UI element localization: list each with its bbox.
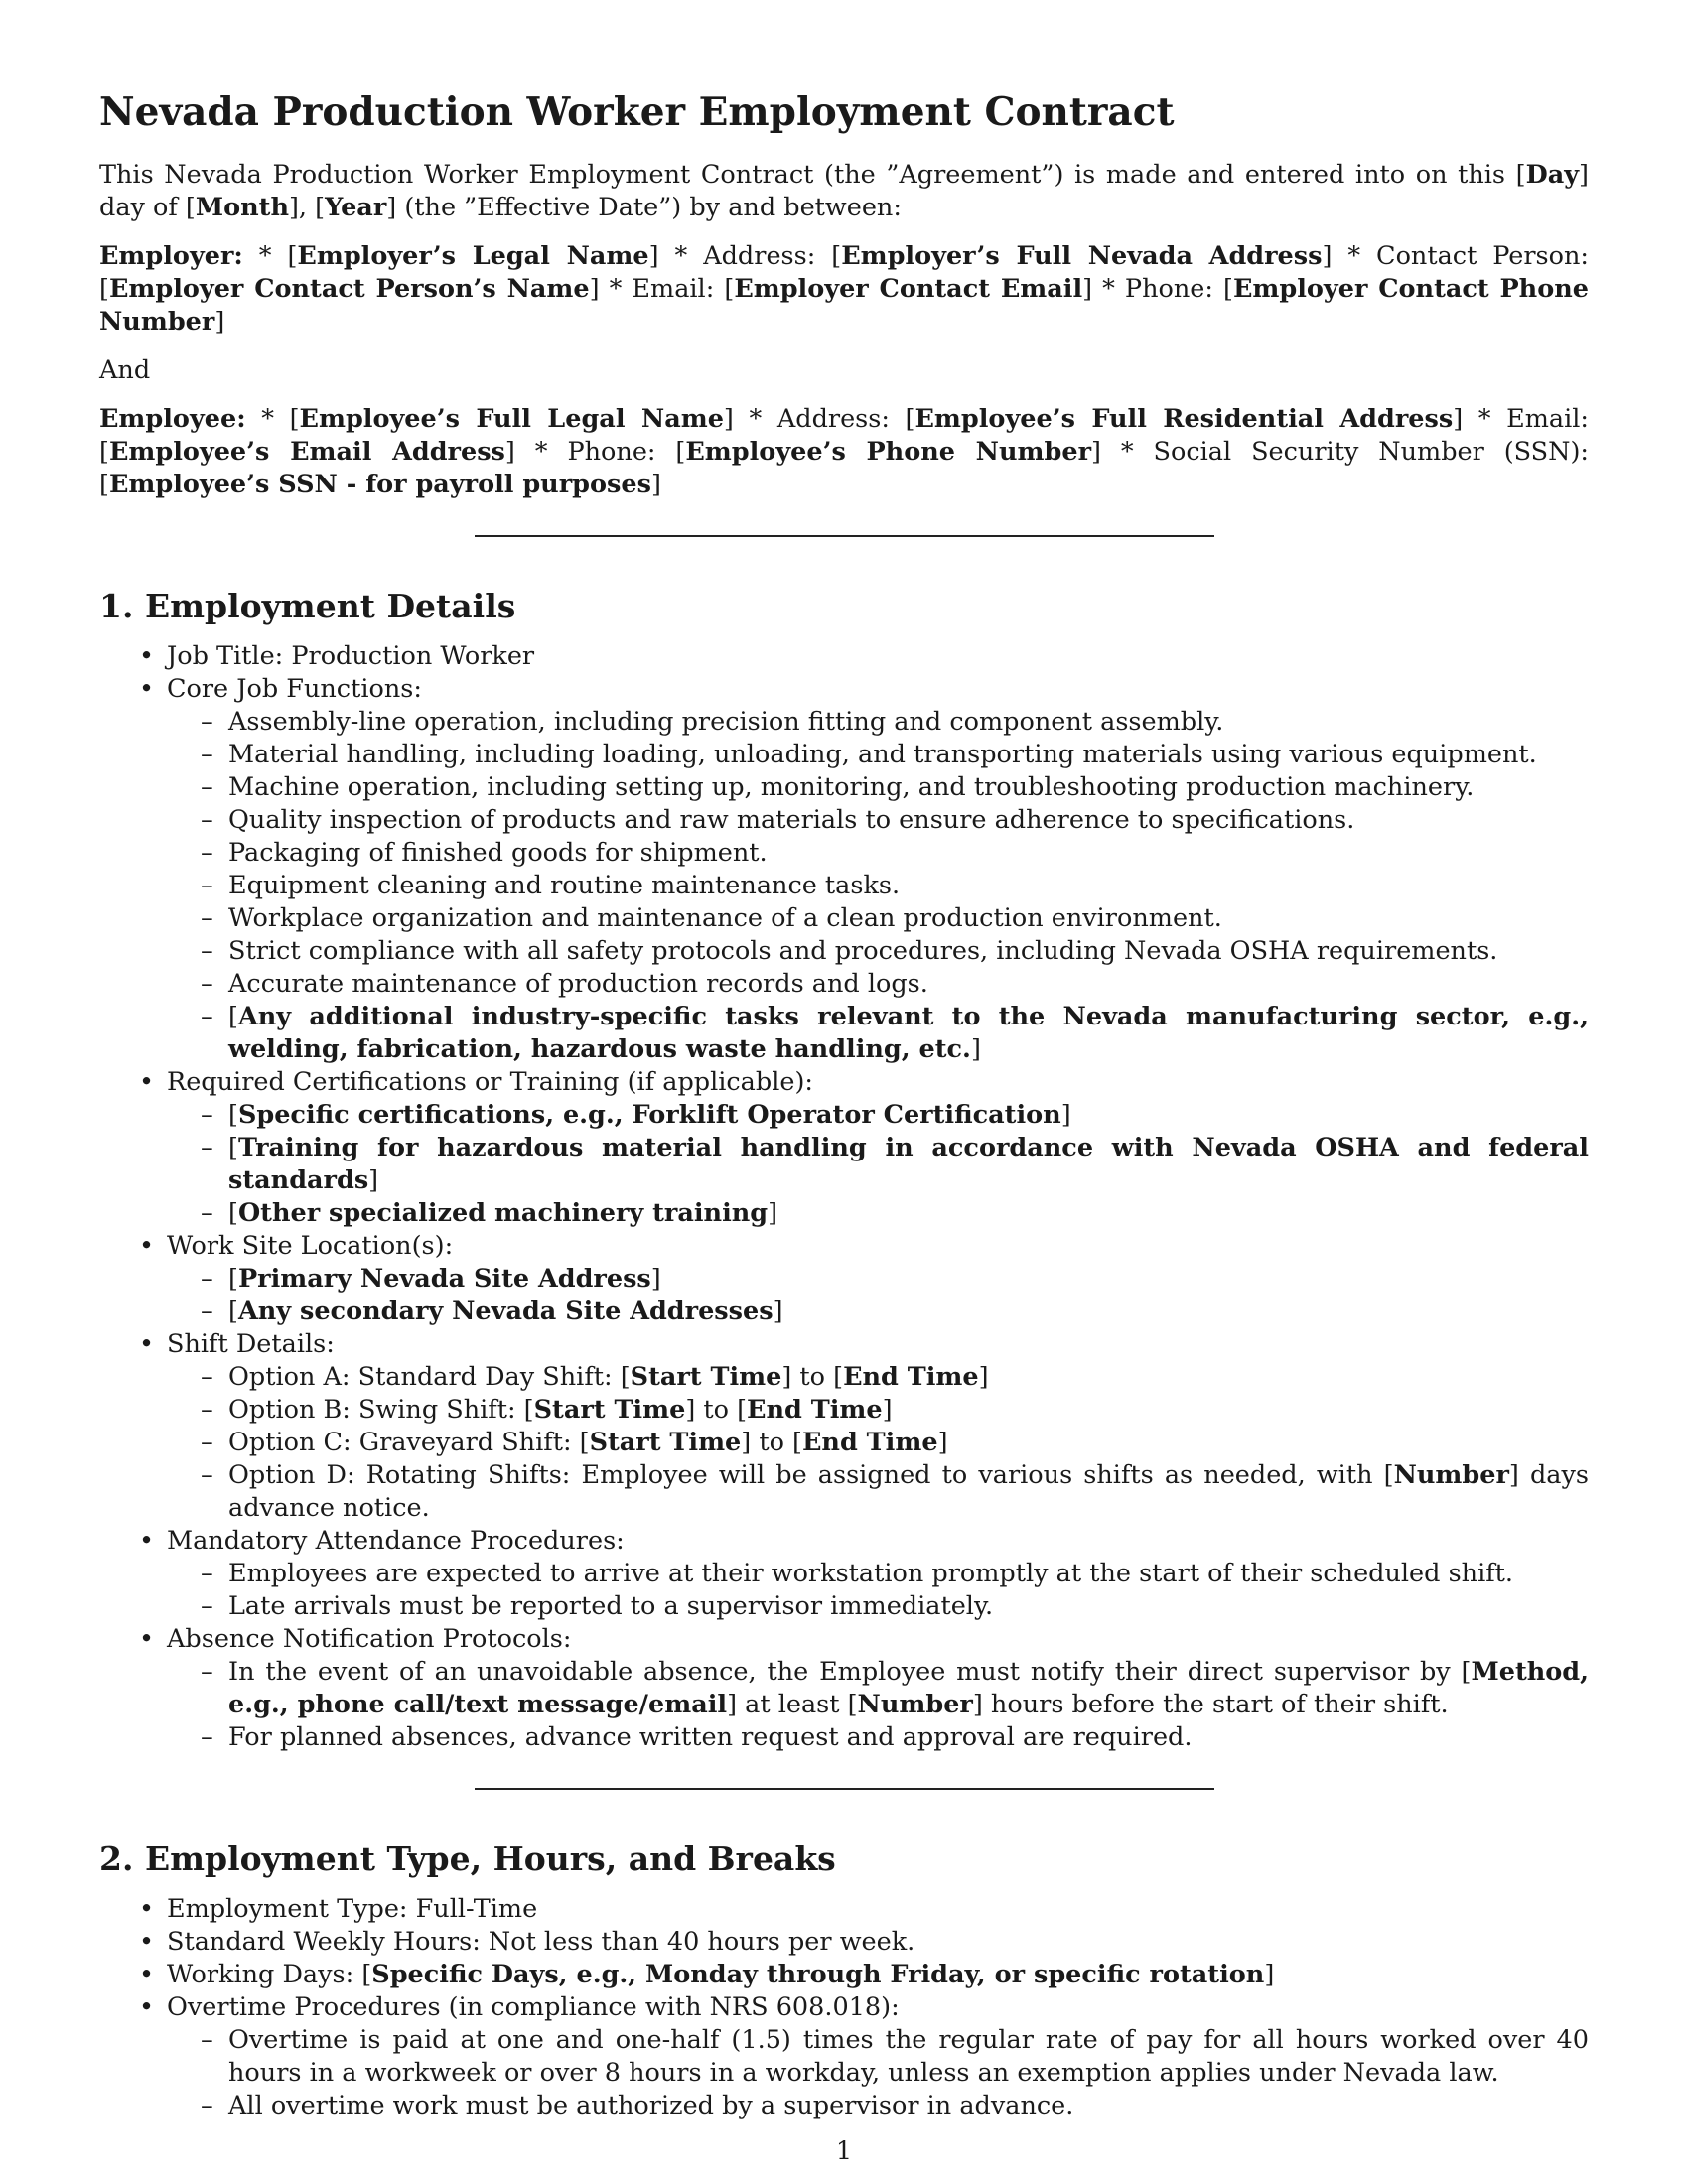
year-placeholder: Year — [325, 193, 387, 222]
list-item: • Required Certifications or Training (if applicable): – [Specific certifications, e.g., Forklift Operator Certification] – [Training for hazardous material handling in accordance with Nevada OSHA and federal standards] – [Other specialized machinery training] — [99, 1066, 1589, 1230]
list-item: – [Training for hazardous material handling in accordance with Nevada OSHA and federal standards] — [167, 1132, 1589, 1197]
list-item: – Late arrivals must be reported to a supervisor immediately. — [167, 1590, 1589, 1623]
list-item: • Working Days: [Specific Days, e.g., Monday through Friday, or specific rotation] — [99, 1959, 1589, 1991]
list-item: • Mandatory Attendance Procedures: – Employees are expected to arrive at their workstation promptly at the start of their scheduled shift. – Late arrivals must be reported to a supervisor immediately. — [99, 1525, 1589, 1623]
list-item: – Overtime is paid at one and one-half (1.5) times the regular rate of pay for all hours worked over 40 hours in a workweek or over 8 hours in a workday, unless an exemption applies under Nevada law. — [167, 2024, 1589, 2090]
list-item: – Quality inspection of products and raw materials to ensure adherence to specifications. — [167, 804, 1589, 837]
document-title: Nevada Production Worker Employment Contract — [99, 89, 1175, 135]
list-item: – In the event of an unavoidable absence, the Employee must notify their direct supervisor by [Method, e.g., phone call/text message/email] at least [Number] hours before the start of their shift. — [167, 1656, 1589, 1721]
section-1-heading: 1. Employment Details — [99, 587, 516, 625]
list-item: • Core Job Functions: – Assembly-line operation, including precision fitting and component assembly. – Material handling, including loading, unloading, and transporting materials using various equipment. – Machine operation, including setting up, monitoring, and troubleshooting production machinery. – Quality inspection of products and raw materials to ensure adherence to specifications. – Packaging of finished goods for shipment. – Equipment cleaning and routine maintenance tasks. – Workplace organization and maintenance of a clean production environment. – Strict compliance with all safety protocols and procedures, including Nevada OSHA requirements. – Accurate maintenance of production records and logs. – [Any additional industry-specific tasks relevant to the Nevada manufacturing sector, e.g., welding, fabrication, hazardous waste handling, etc.] — [99, 673, 1589, 1066]
month-placeholder: Month — [195, 193, 289, 222]
list-item: – Option D: Rotating Shifts: Employee will be assigned to various shifts as needed, with [Number] days advance notice. — [167, 1459, 1589, 1525]
list-item: – Employees are expected to arrive at their workstation promptly at the start of their scheduled shift. — [167, 1558, 1589, 1590]
list-item: – All overtime work must be authorized by a supervisor in advance. — [167, 2090, 1589, 2122]
list-item: – Workplace organization and maintenance of a clean production environment. — [167, 902, 1589, 935]
list-item: – Option B: Swing Shift: [Start Time] to [End Time] — [167, 1394, 1589, 1427]
overtime-list — [167, 2024, 1589, 2122]
locations-list — [167, 1263, 1589, 1328]
list-item: – [Any secondary Nevada Site Addresses] — [167, 1296, 1589, 1328]
list-item: – Assembly-line operation, including precision fitting and component assembly. — [167, 706, 1589, 739]
document-page — [99, 87, 1589, 2122]
list-item: – [Primary Nevada Site Address] — [167, 1263, 1589, 1296]
employee-label: Employee: — [99, 404, 246, 434]
employment-type-list — [99, 1893, 1589, 2122]
list-item: • Job Title: Production Worker — [99, 640, 1589, 673]
list-item: – Accurate maintenance of production records and logs. — [167, 968, 1589, 1001]
list-item: • Shift Details: – Option A: Standard Day Shift: [Start Time] to [End Time] – Option B: Swing Shift: [Start Time] to [End Time] – Option C: Graveyard Shift: [Start Time] to [End Time] – Option D: Rotating Shifts: Employee will be assigned to various shifts as needed, with [Number] days advance notice. — [99, 1328, 1589, 1525]
list-item: – Option A: Standard Day Shift: [Start Time] to [End Time] — [167, 1361, 1589, 1394]
list-item: – Equipment cleaning and routine maintenance tasks. — [167, 870, 1589, 902]
attendance-list — [167, 1558, 1589, 1623]
absence-list — [167, 1656, 1589, 1754]
employee-block: Employee: * [Employee’s Full Legal Name] * Address: [Employee’s Full Residential Address] * Email: [Employee’s Email Address] * Phone: [Employee’s Phone Number] * Social Security Number (SSN): [Employee’s SSN - for payroll purposes] — [99, 404, 1590, 499]
list-item: • Absence Notification Protocols: – In the event of an unavoidable absence, the Employee must notify their direct supervisor by [Method, e.g., phone call/text message/email] at least [Number] hours before the start of their shift. – For planned absences, advance written request and approval are required. — [99, 1623, 1589, 1754]
employment-details-list — [99, 640, 1589, 1754]
list-item: • Employment Type: Full-Time — [99, 1893, 1589, 1926]
list-item: – Strict compliance with all safety protocols and procedures, including Nevada OSHA requirements. — [167, 935, 1589, 968]
section-divider — [475, 1788, 1214, 1790]
list-item: – Packaging of finished goods for shipment. — [167, 837, 1589, 870]
employer-label: Employer: — [99, 241, 243, 271]
list-item: – [Other specialized machinery training] — [167, 1197, 1589, 1230]
list-item: – Material handling, including loading, unloading, and transporting materials using various equipment. — [167, 739, 1589, 771]
section-divider — [475, 535, 1214, 537]
list-item: – Option C: Graveyard Shift: [Start Time] to [End Time] — [167, 1427, 1589, 1459]
list-item: • Standard Weekly Hours: Not less than 40 hours per week. — [99, 1926, 1589, 1959]
list-item: – Machine operation, including setting up, monitoring, and troubleshooting production machinery. — [167, 771, 1589, 804]
core-functions-list — [167, 706, 1589, 1066]
intro-paragraph: This Nevada Production Worker Employment Contract (the ”Agreement”) is made and entered into on this [Day] day of [Month], [Year] (the ”Effective Date”) by and between: — [99, 160, 1589, 222]
section-2-heading: 2. Employment Type, Hours, and Breaks — [99, 1840, 836, 1878]
list-item: – [Specific certifications, e.g., Forklift Operator Certification] — [167, 1099, 1589, 1132]
list-item: – For planned absences, advance written request and approval are required. — [167, 1721, 1589, 1754]
shifts-list — [167, 1361, 1589, 1525]
day-placeholder: Day — [1525, 160, 1580, 190]
certifications-list — [167, 1099, 1589, 1230]
list-item: • Overtime Procedures (in compliance with NRS 608.018): – Overtime is paid at one and one-half (1.5) times the regular rate of pay for all hours worked over 40 hours in a workweek or over 8 hours in a workday, unless an exemption applies under Nevada law. – All overtime work must be authorized by a supervisor in advance. — [99, 1991, 1589, 2122]
and-text: And — [99, 355, 151, 385]
list-item: • Work Site Location(s): – [Primary Nevada Site Address] – [Any secondary Nevada Site Addresses] — [99, 1230, 1589, 1328]
page-number: 1 — [835, 2136, 853, 2166]
employer-block: Employer: * [Employer’s Legal Name] * Address: [Employer’s Full Nevada Address] * Contact Person: [Employer Contact Person’s Name] * Email: [Employer Contact Email] * Phone: [Employer Contact Phone Number] — [99, 241, 1589, 337]
list-item: – [Any additional industry-specific tasks relevant to the Nevada manufacturing sector, e.g., welding, fabrication, hazardous waste handling, etc.] — [167, 1001, 1589, 1066]
